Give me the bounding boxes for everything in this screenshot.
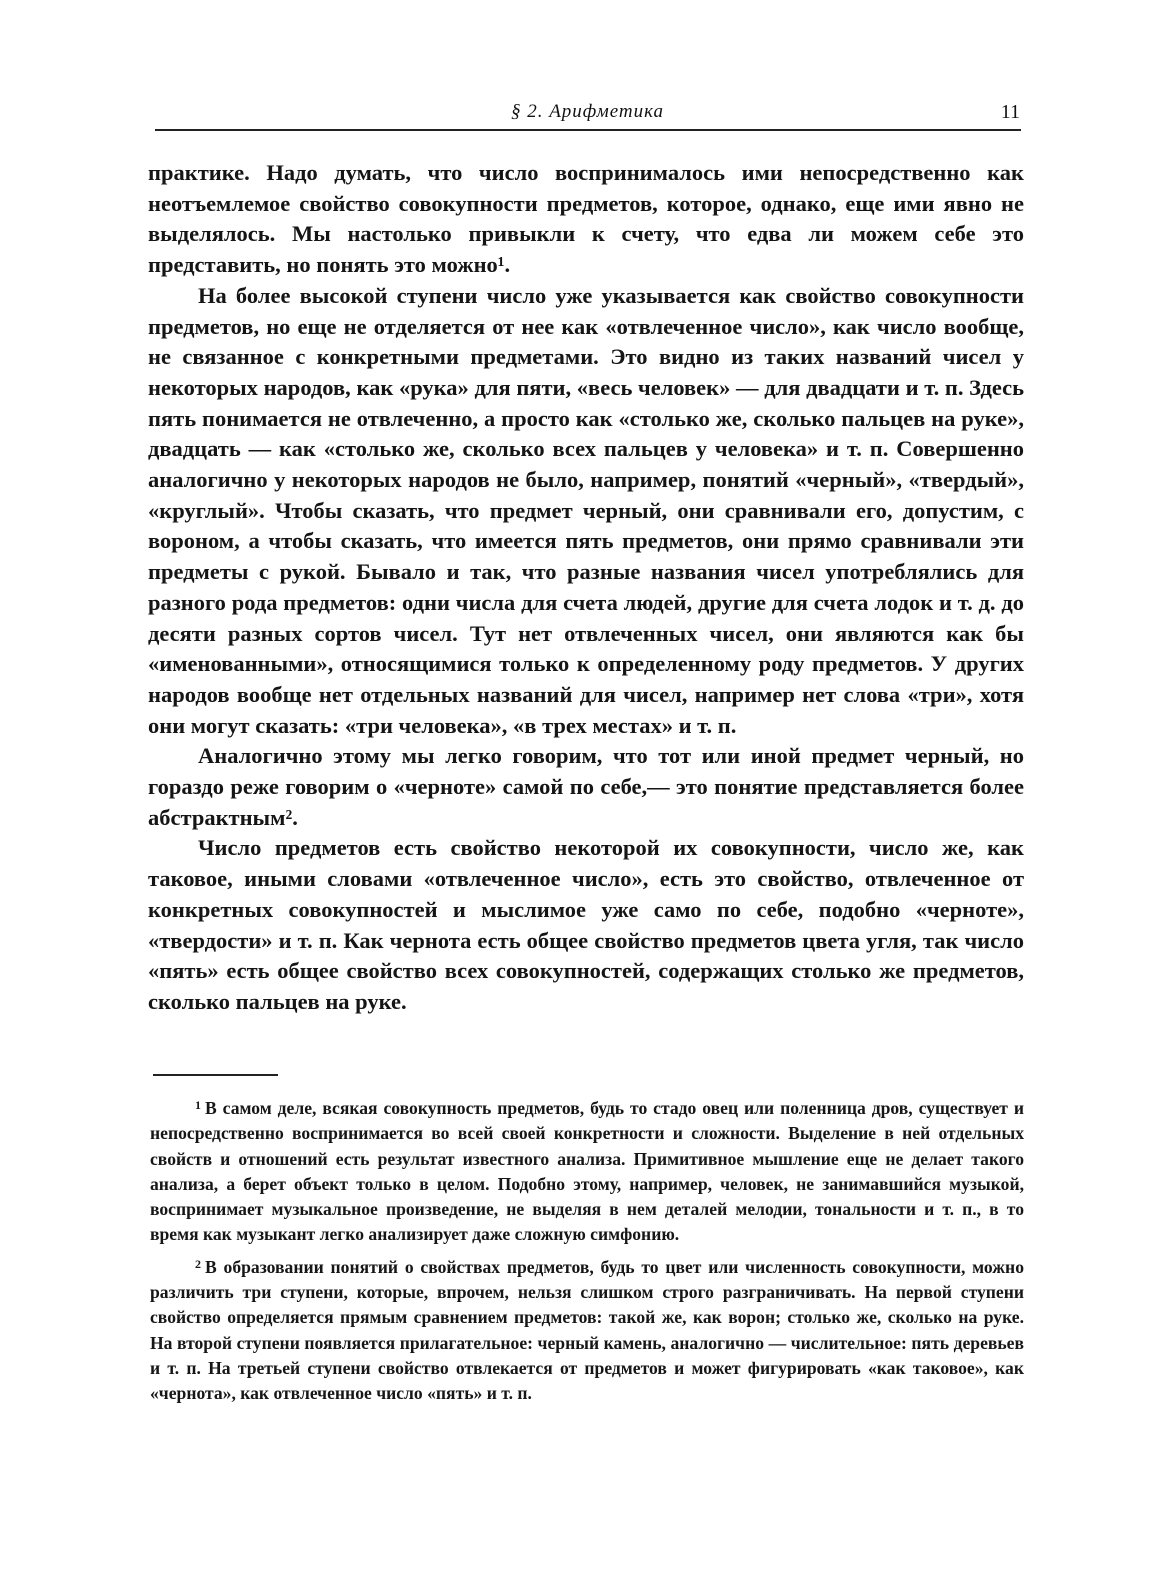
paragraph: Аналогично этому мы легко говорим, что тот или иной предмет черный, но гораздо реже говорим о «черноте» самой по себе,— это понятие представляется более абстрактным². xyxy=(148,743,1024,830)
footnote xyxy=(150,1252,1024,1407)
running-head xyxy=(155,101,1020,129)
footnote-text: В самом деле, всякая совокупность предметов, будь то стадо овец или поленница дров, существует и непосредственно воспринимается во всей своей конкретности и сложности. Выделение в ней отдельных свойств и отношений есть результат известного анализа. Примитивное мышление еще не делает такого анализа, а берет объект только в целом. Подобно этому, например, человек, не занимавшийся музыкой, воспринимает музыкальное произведение, не выделяя в нем деталей мелодии, тональности и т. п., в то время как музыкант легко анализирует даже сложную симфонию. xyxy=(150,1098,1024,1245)
footnotes xyxy=(150,1093,1024,1411)
paragraph-continuation: практике. Надо думать, что число воспринималось ими непосредственно как неотъемлемое свойство совокупности предметов, которое, однако, еще ими явно не выделялось. Мы настолько привыкли к счету, что едва ли можем себе это представить, но понять это можно¹. xyxy=(148,160,1024,278)
main-text xyxy=(148,158,1024,1018)
header-rule xyxy=(155,129,1021,131)
paragraph: Число предметов есть свойство некоторой их совокупности, число же, как таковое, иными словами «отвлеченное число», есть это свойство, отвлеченное от конкретных совокупностей и мыслимое уже само по себе, подобно «черноте», «твердости» и т. п. Как чернота есть общее свойство предметов цвета угля, так число «пять» есть общее свойство всех совокупностей, содержащих столько же предметов, сколько пальцев на руке. xyxy=(148,835,1024,1014)
paragraph: На более высокой ступени число уже указывается как свойство совокупности предметов, но еще не отделяется от нее как «отвлеченное число», как число вообще, не связанное с конкретными предметами. Это видно из таких названий чисел у некоторых народов, как «рука» для пяти, «весь человек» — для двадцати и т. п. Здесь пять понимается не отвлеченно, а просто как «столько же, сколько пальцев на руке», двадцать — как «столько же, сколько всех пальцев у человека» и т. п. Совершенно аналогично у некоторых народов не было, например, понятий «черный», «твердый», «круглый». Чтобы сказать, что предмет черный, они сравнивали его, допустим, с вороном, а чтобы сказать, что имеется пять предметов, они прямо сравнивали эти предметы с рукой. Бывало и так, что разные названия чисел употреблялись для разного рода предметов: одни числа для счета людей, другие для счета лодок и т. д. до десяти разных сортов чисел. Тут нет отвлеченных чисел, они являются как бы «именованными», относящимися только к определенному роду предметов. У других народов вообще нет отдельных названий для чисел, например нет слова «три», хотя они могут сказать: «три человека», «в трех местах» и т. п. xyxy=(148,282,1024,738)
footnote-marker: 2 xyxy=(195,1256,201,1271)
page-number: 11 xyxy=(1000,101,1020,123)
footnote-rule xyxy=(153,1074,278,1076)
section-title: § 2. Арифметика xyxy=(510,101,665,122)
footnote-marker: 1 xyxy=(195,1098,201,1112)
footnote xyxy=(150,1093,1024,1248)
footnote-text: В образовании понятий о свойствах предметов, будь то цвет или численность совокупности, можно различить три ступени, которые, впрочем, нельзя слишком строго разграничивать. На первой ступени свойство определяется прямым сравнением предметов: такой же, как ворон; столько же, сколько на руке. На второй ступени появляется прилагательное: черный камень, аналогично — числительное: пять деревьев и т. п. На третьей ступени свойство отвлекается от предметов и может фигурировать «как таковое», как «чернота», как отвлеченное число «пять» и т. п. xyxy=(150,1256,1024,1404)
